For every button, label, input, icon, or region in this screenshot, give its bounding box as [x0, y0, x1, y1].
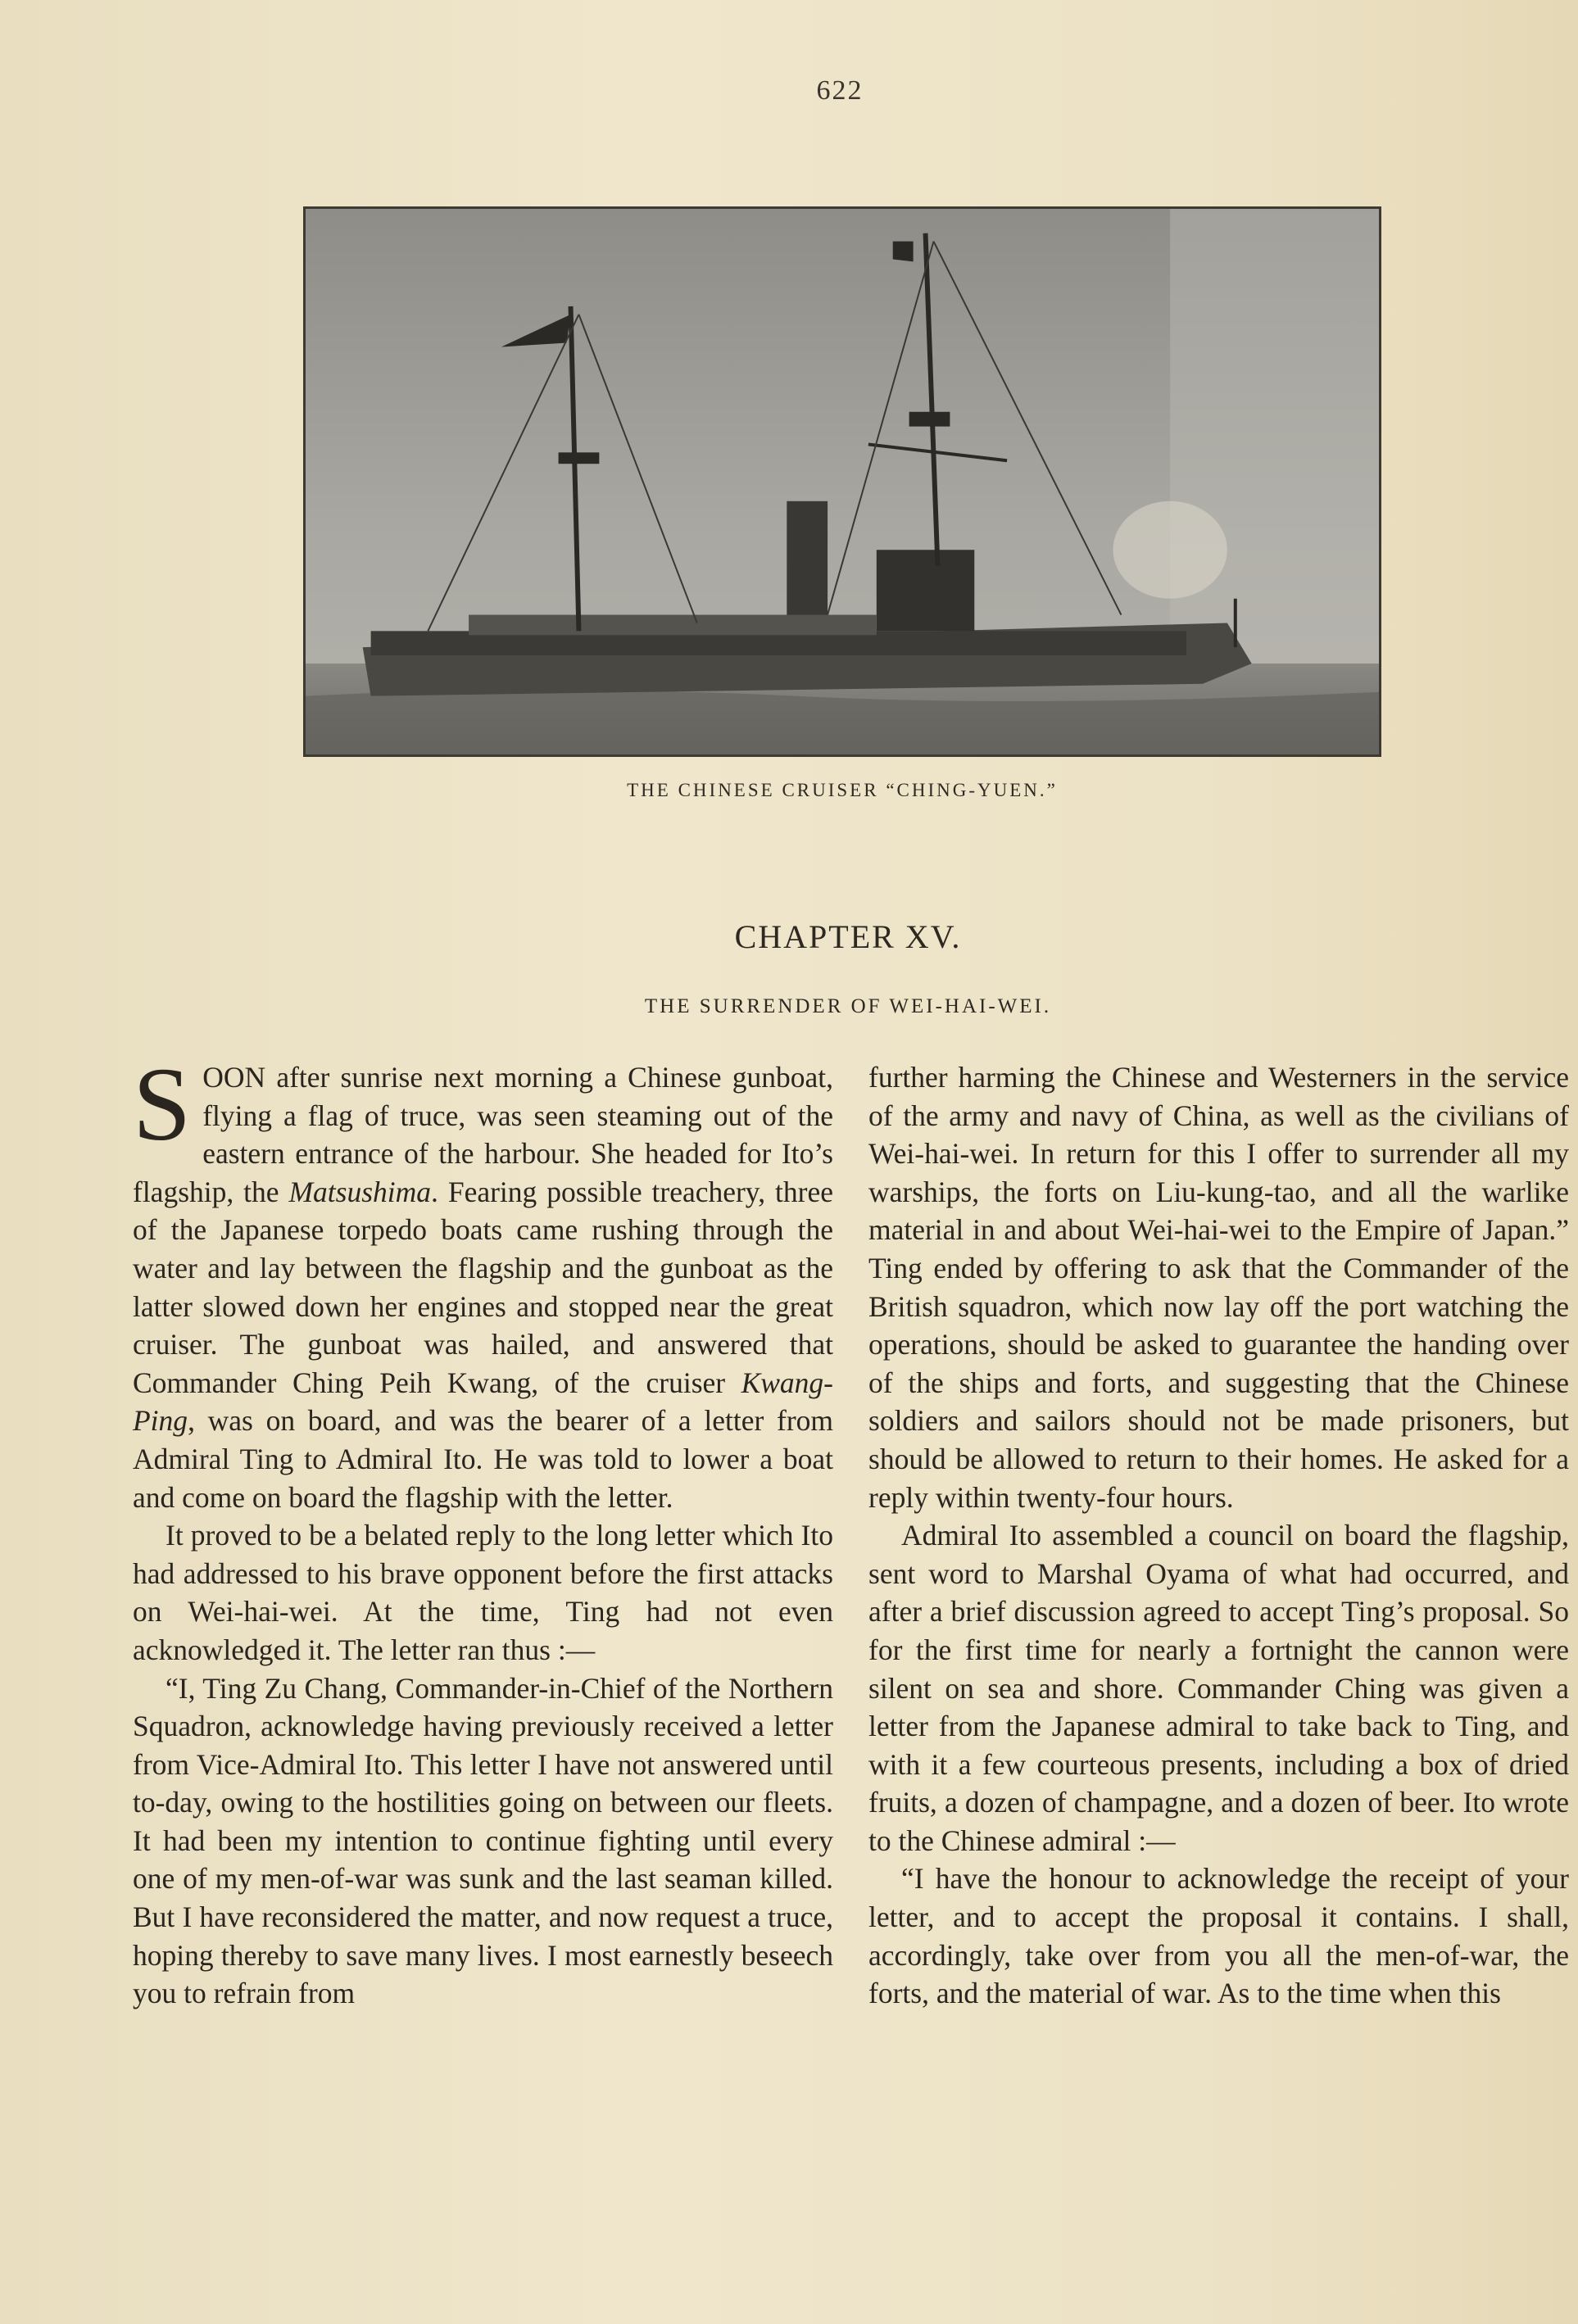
drop-cap: S	[133, 1046, 192, 1162]
paragraph-text: . Fearing possible treachery, three of the Japanese torpedo boats came rushing through the water and lay between the flagship and the gunboat as the latter slowed down her engines and stopped near the great cruiser. The gunboat was hailed, and answered that Commander Ching Peih Kwang, of the cruiser	[133, 1175, 833, 1399]
lead-word: OON	[202, 1061, 266, 1094]
chapter-subtitle: THE SURRENDER OF WEI-HAI-WEI.	[644, 995, 1052, 1017]
cruiser-illustration	[303, 206, 1381, 757]
text-column-right	[868, 1058, 1569, 2013]
chapter-title: CHAPTER XV.	[734, 918, 962, 955]
paragraph-text: , was on board, and was the bearer of a letter from Admiral Ting to Admiral Ito. He was told to lower a boat and come on board the flagship with the letter.	[133, 1404, 833, 1514]
paragraph: further harming the Chinese and Westerners in the service of the army and navy of China, as well as the civilians of Wei-hai-wei. In return for this I offer to surrender all my warships, the forts on Liu-kung-tao, and all the warlike material in and about Wei-hai-wei to the Empire of Japan.” Ting ended by offering to ask that the Commander of the British squadron, which now lay off the port watching the operations, should be asked to guarantee the handing over of the ships and forts, and suggesting that the Chinese soldiers and sailors should not be made prisoners, but should be allowed to return to their homes. He asked for a reply within twenty-four hours.	[868, 1061, 1569, 1514]
page-number: 622	[816, 75, 864, 106]
cruiser-ship-image	[306, 209, 1379, 754]
ship-name: Kwang-Ping	[133, 1366, 833, 1438]
text-column-left	[133, 1046, 833, 2013]
paragraph: “I have the honour to acknowledge the receipt of your letter, and to accept the proposal it contains. I shall, accordingly, take over from you all the men-of-war, the forts, and the material of war. As to the time when this	[868, 1862, 1569, 2010]
paragraph: “I, Ting Zu Chang, Commander-in-Chief of the Northern Squadron, acknowledge having previously received a letter from Vice-Admiral Ito. This letter I have not answered until to-day, owing to the hostilities going on between our fleets. It had been my intention to continue fighting until every one of my men-of-war was sunk and the last seaman killed. But I have reconsidered the matter, and now request a truce, hoping thereby to save many lives. I most earnestly beseech you to refrain from	[133, 1671, 833, 2010]
paragraph	[133, 1046, 833, 1516]
figure-caption: THE CHINESE CRUISER “CHING-YUEN.”	[627, 780, 1058, 800]
ship-name: Matsushima	[288, 1175, 432, 1208]
paragraph: It proved to be a belated reply to the long letter which Ito had addressed to his brave opponent before the first attacks on Wei-hai-wei. At the time, Ting had not even acknowledged it. The letter ran thus :—	[133, 1519, 833, 1666]
paragraph-text: after sunrise next morning a Chinese gunboat, flying a flag of truce, was seen steaming out of the eastern entrance of the harbour. She headed for Ito’s flagship, the	[133, 1061, 833, 1208]
paragraph: Admiral Ito assembled a council on board the flagship, sent word to Marshal Oyama of what had occurred, and after a brief discussion agreed to accept Ting’s proposal. So for the first time for nearly a fortnight the cannon were silent on sea and shore. Commander Ching was given a letter from the Japanese admiral to take back to Ting, and with it a few courteous presents, including a box of dried fruits, a dozen of champagne, and a dozen of beer. Ito wrote to the Chinese admiral :—	[868, 1519, 1569, 1857]
